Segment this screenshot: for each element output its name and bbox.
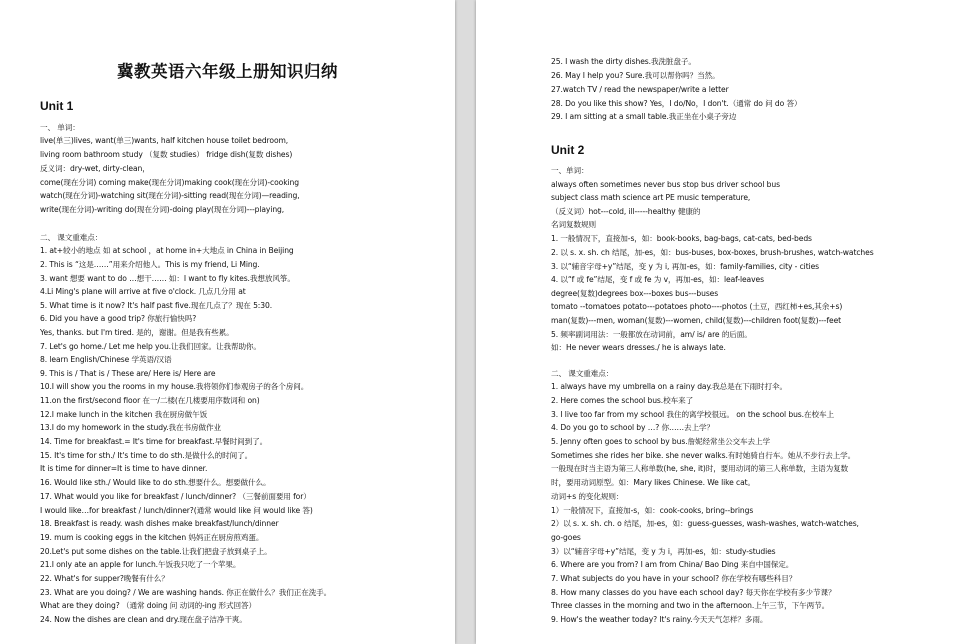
text-line: 二、 课文重难点： (551, 369, 614, 378)
text-line: live(单三)lives, want(单三)wants, half kitchen house toilet bedroom, (40, 136, 289, 145)
text-line: 时，要用动词原型。如：Mary likes Chinese. We like cat。 (551, 478, 755, 487)
text-line: 9. How's the weather today? It's rainy.今天天气怎样？多雨。 (551, 615, 768, 624)
text-line: 3. want 想要 want to do …想干…… 如：I want to fly kites.我想放风筝。 (40, 274, 295, 283)
text-line: 27.watch TV / read the newspaper/write a letter (551, 85, 729, 94)
text-line: 25. I wash the dirty dishes.我洗脏盘子。 (551, 57, 696, 66)
text-line: 19. mum is cooking eggs in the kitchen 妈妈正在厨房煎鸡蛋。 (40, 533, 264, 542)
text-line: 12.I make lunch in the kitchen 我在厨房做午饭 (40, 410, 208, 419)
text-line: 26. May I help you? Sure.我可以帮你吗？当然。 (551, 71, 720, 80)
text-line: living room bathroom study （复数 studies） fridge dish(复数 dishes) (40, 150, 293, 159)
text-line: come(现在分词) coming make(现在分词)making cook(现在分词)-cooking (40, 178, 299, 187)
text-line: man(复数)---men, woman(复数)---women, child(复数)---children foot(复数)---feet (551, 316, 842, 325)
text-line: 20.Let's put some dishes on the table.让我们把盘子放到桌子上。 (40, 547, 272, 556)
text-line: 3. I live too far from my school 我住的离学校很远。 on the school bus.在校车上 (551, 410, 834, 419)
text-line: I would like…for breakfast / lunch/dinner?(通常 would like 问 would like 答) (40, 506, 313, 515)
text-line: 8. learn English/Chinese 学英语/汉语 (40, 355, 172, 364)
text-line: 15. It's time for sth./ It's time to do sth.是做什么的时间了。 (40, 451, 253, 460)
text-line: 4.Li Ming's plane will arrive at five o'clock. 几点几分用 at (40, 287, 246, 296)
text-line: always often sometimes never bus stop bus driver school bus (551, 180, 780, 189)
text-line: 18. Breakfast is ready. wash dishes make breakfast/lunch/dinner (40, 519, 279, 528)
text-line: （反义词）hot---cold, ill-----healthy 健康的 (551, 207, 701, 216)
text-line: write(现在分词)-writing do(现在分词)-doing play(现在分词)---playing, (40, 205, 285, 214)
text-line: 1. always have my umbrella on a rainy day.我总是在下雨时打伞。 (551, 382, 788, 391)
text-line: 29. I am sitting at a small table.我正坐在小桌子旁边 (551, 112, 737, 121)
text-line: 1. 一般情况下，直接加-s，如：book-books, bag-bags, cat-cats, bed-beds (551, 234, 812, 243)
text-line: 3. 以“辅音字母+y”结尾，变 y 为 i, 再加-es，如：family-families, city - cities (551, 262, 820, 271)
text-line: Three classes in the morning and two in the afternoon.上午三节，下午两节。 (551, 601, 830, 610)
text-line: 28. Do you like this show? Yes，I do/No，I don't.（通常 do 问 do 答） (551, 99, 802, 108)
text-line: 16. Would like sth./ Would like to do sth.想要什么。想要做什么。 (40, 478, 271, 487)
text-line: watch(现在分词)-watching sit(现在分词)-sitting read(现在分词)—reading, (40, 191, 300, 200)
text-line: 3）以“辅音字母+y”结尾，变 y 为 i，再加-es，如：study-studies (551, 547, 776, 556)
text-line: 11.on the first/second floor 在一/二楼(在几楼要用序数词和 on) (40, 396, 260, 405)
text-line: 4. Do you go to school by …? 你……去上学？ (551, 423, 714, 432)
text-line: 9. This is / That is / These are/ Here is/ Here are (40, 369, 216, 378)
text-line: 2. 以 s. x. sh. ch 结尾，加-es，如：bus-buses, box-boxes, brush-brushes, watch-watches (551, 248, 874, 257)
text-line: 一、单词： (551, 166, 589, 175)
text-line: subject class math science art PE music temperature, (551, 193, 751, 202)
document-page-right (476, 0, 974, 644)
text-line: 7. Let's go home./ Let me help you.让我们回家。让我帮助你。 (40, 342, 261, 351)
text-line: 17. What would you like for breakfast / lunch/dinner? （三餐前面要用 for） (40, 492, 311, 501)
text-line: 7. What subjects do you have in your school? 你在学校有哪些科目？ (551, 574, 797, 583)
text-line: 4. 以“f 或 fe”结尾，变 f 或 fe 为 v，再加-es，如：leaf-leaves (551, 275, 764, 284)
text-line: 1）一般情况下，直接加-s，如：cook-cooks, bring--brings (551, 506, 754, 515)
text-line: What are they doing? （通常 doing 问 动词的-ing 形式回答） (40, 601, 256, 610)
text-line: 一、 单词： (40, 123, 80, 132)
text-line: It is time for dinner=It is time to have dinner. (40, 464, 208, 473)
text-line: 22. What's for supper?晚餐有什么？ (40, 574, 169, 583)
document-page-left (0, 0, 455, 644)
text-line: 1. at+较小的地点 如 at school ，at home in+大地点 in China in Beijing (40, 246, 294, 255)
text-line: 24. Now the dishes are clean and dry.现在盘子洁净干爽。 (40, 615, 247, 624)
text-line: 6. Where are you from? I am from China/ Bao Ding 来自中国保定。 (551, 560, 794, 569)
text-line: 2. This is “这是……”用来介绍他人。This is my friend, Li Ming. (40, 260, 260, 269)
text-line: tomato --tomatoes potato---potatoes photo----photos (土豆，西红柿+es,其余+s) (551, 302, 843, 311)
text-line: 6. Did you have a good trip? 你旅行愉快吗? (40, 314, 197, 323)
text-line: 5. 频率副词用法：一般都放在动词前，am/ is/ are 的后面。 (551, 330, 752, 339)
text-line: 5. Jenny often goes to school by bus.詹妮经常坐公交车去上学 (551, 437, 770, 446)
text-line: 2. Here comes the school bus.校车来了 (551, 396, 694, 405)
text-line: 一般现在时当主语为第三人称单数(he, she, it)时，要用动词的第三人称单数，主语为复数 (551, 464, 849, 473)
text-line: Yes, thanks. but I'm tired. 是的，谢谢。但是我有些累。 (40, 328, 234, 337)
text-line: 动词+s 的变化规则： (551, 492, 624, 501)
text-line: 13.I do my homework in the study.我在书房做作业 (40, 423, 221, 432)
text-line: 反义词：dry-wet, dirty-clean， (40, 164, 150, 173)
unit-1-heading: Unit 1 (40, 99, 74, 113)
text-line: 名词复数规则 (551, 220, 596, 229)
text-line: 14. Time for breakfast.= It's time for breakfast.早餐时间到了。 (40, 437, 268, 446)
text-line: 2）以 s. x. sh. ch. o 结尾，加-es，如：guess-guesses, wash-washes, watch-watches, (551, 519, 859, 528)
text-line: 8. How many classes do you have each school day? 每天你在学校有多少节课？ (551, 588, 836, 597)
text-line: 二、 课文重难点： (40, 233, 103, 242)
document-title: 冀教英语六年级上册知识归纳 (117, 62, 338, 81)
text-line: 5. What time is it now? It's half past five.现在几点了？现在 5:30. (40, 301, 273, 310)
text-line: 21.I only ate an apple for lunch.午饭我只吃了一个苹果。 (40, 560, 241, 569)
text-line: Sometimes she rides her bike. she never walks.有时她骑自行车。她从不步行去上学。 (551, 451, 856, 460)
text-line: go-goes (551, 533, 581, 542)
text-line: 如：He never wears dresses./ he is always late. (551, 343, 726, 352)
text-line: 23. What are you doing? / We are washing hands. 你正在做什么？我们正在洗手。 (40, 588, 332, 597)
unit-2-heading: Unit 2 (551, 143, 585, 157)
text-line: degree(复数)degrees box---boxes bus---buses (551, 289, 719, 298)
text-line: 10.I will show you the rooms in my house.我将领你们参观房子的各个房间。 (40, 382, 309, 391)
